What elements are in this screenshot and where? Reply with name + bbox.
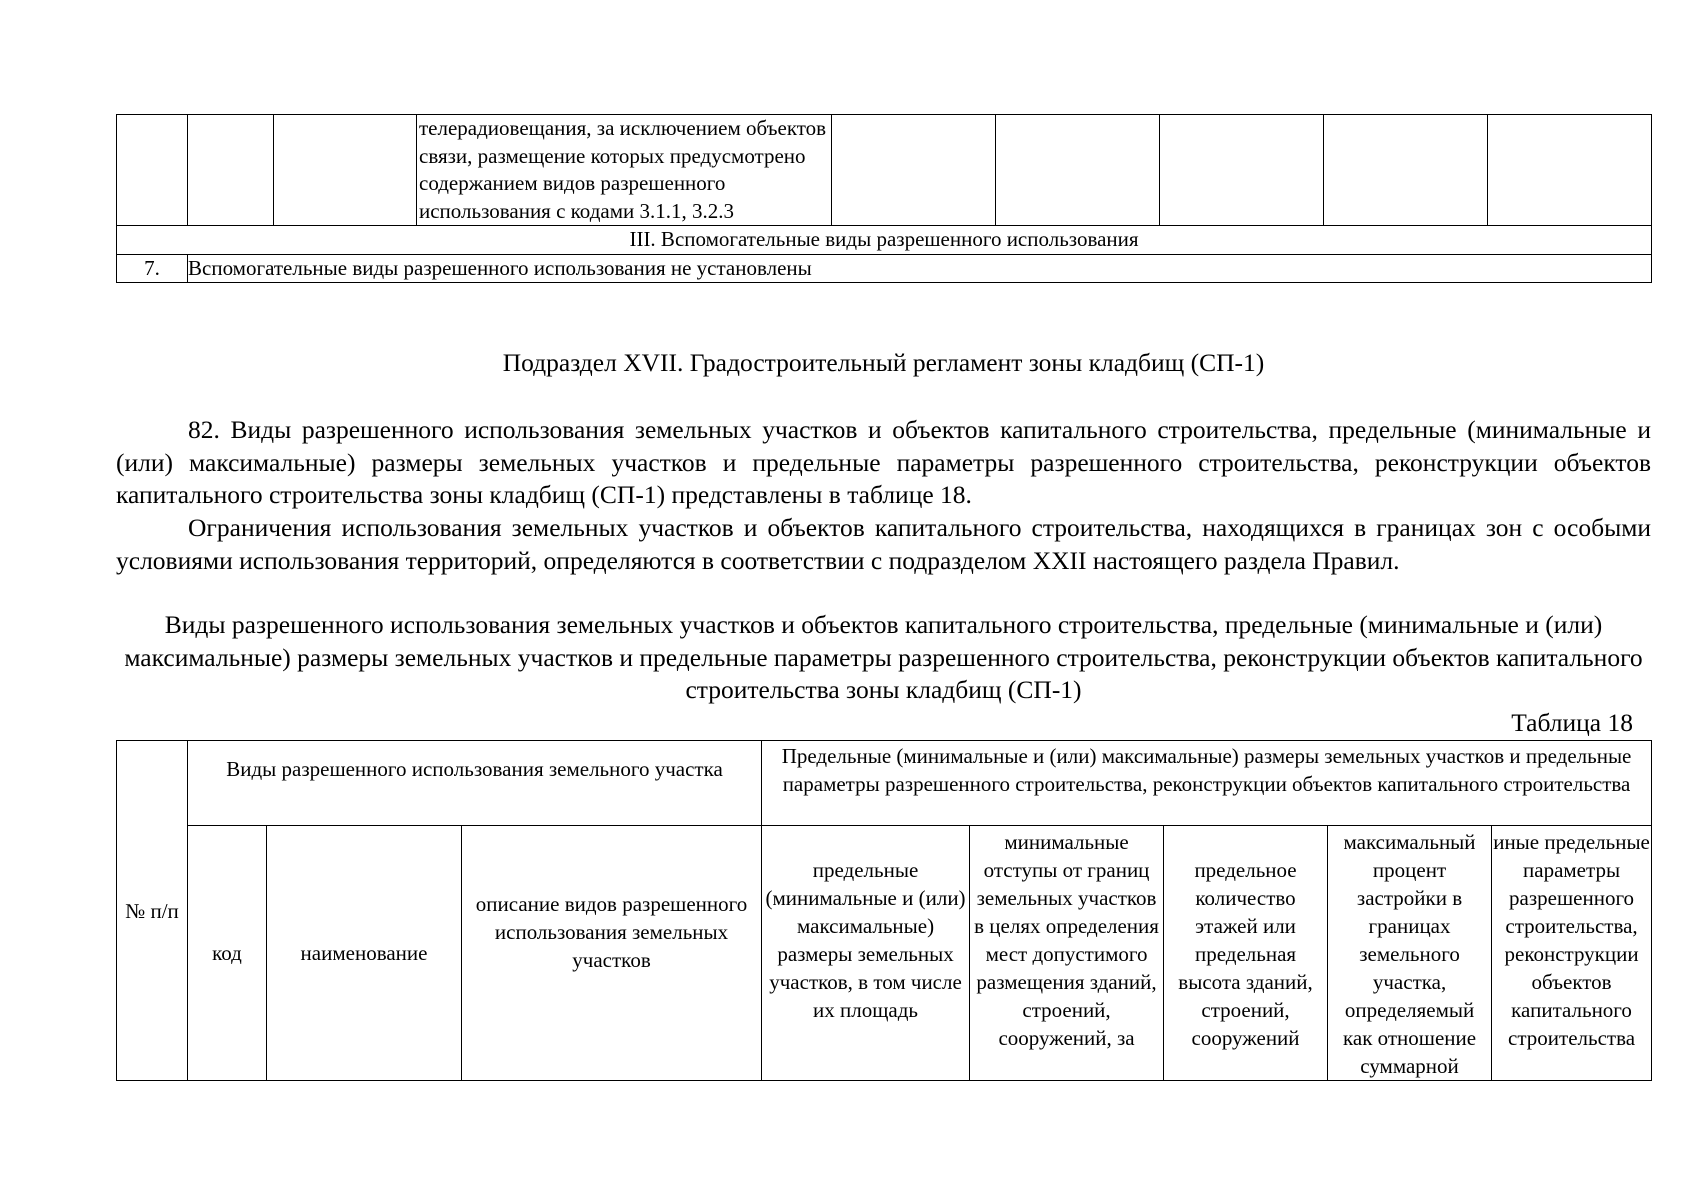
empty-cell (1324, 115, 1488, 226)
column-header-sizes: предельные (минимальные и (или) максимальные) размеры земельных участков, в том числе их площадь (762, 826, 970, 1081)
empty-cell (832, 115, 996, 226)
column-header-coverage: максимальный процент застройки в границах земельного участка, определяемый как отношение суммарной (1328, 826, 1492, 1081)
column-header-code: код (188, 826, 267, 1081)
paragraph-restrictions: Ограничения использования земельных участков и объектов капитального строительства, находящихся в границах зон с особыми условиями использования территорий, определяются в соответствии с подразделом XXII настоящего раздела Правил. (116, 513, 1651, 575)
paragraph-82: 82. Виды разрешенного использования земельных участков и объектов капитального строительства, предельные (минимальные и (или) максимальные) размеры земельных участков и предельные параметры разрешенного строительства, реконструкции объектов капитального строительства зоны кладбищ (СП-1) представлены в таблице 18. (116, 415, 1651, 509)
column-header-floors: предельное количество этажей или предельная высота зданий, строений, сооружений (1164, 826, 1328, 1081)
column-header-number: № п/п (117, 741, 188, 1081)
section-heading-row (117, 226, 1652, 255)
empty-cell (1160, 115, 1324, 226)
table-caption: Виды разрешенного использования земельных участков и объектов капитального строительства, предельные (минимальные и (или) максимальные) размеры земельных участков и предельные параметры разрешенного строительства, реконструкции объектов капитального строительства зоны кладбищ (СП-1) (124, 610, 1643, 704)
column-group-uses: Виды разрешенного использования земельного участка (188, 741, 762, 826)
empty-cell (188, 115, 274, 226)
empty-cell (996, 115, 1160, 226)
row-text: Вспомогательные виды разрешенного использования не установлены (188, 254, 1652, 283)
empty-cell (117, 115, 188, 226)
header-row-2 (117, 826, 1652, 1081)
subsection-heading: Подраздел XVII. Градостроительный регламент зоны кладбищ (СП-1) (502, 348, 1265, 377)
header-row-1 (117, 741, 1652, 826)
column-group-limits: Предельные (минимальные и (или) максимальные) размеры земельных участков и предельные параметры разрешенного строительства, реконструкции объектов капитального строительства (762, 741, 1652, 826)
empty-cell (274, 115, 417, 226)
column-header-description: описание видов разрешенного использования земельных участков (462, 826, 762, 1081)
continuation-row (117, 115, 1652, 226)
column-header-other: иные предельные параметры разрешенного строительства, реконструкции объектов капитального строительства (1492, 826, 1652, 1081)
row-7 (117, 254, 1652, 283)
empty-cell (1488, 115, 1652, 226)
row-number: 7. (117, 254, 188, 283)
continuation-table (116, 114, 1652, 283)
use-description-cell: телерадиовещания, за исключением объектов связи, размещение которых предусмотрено содержанием видов разрешенного использования с кодами 3.1.1, 3.2.3 (417, 115, 832, 226)
column-header-setbacks: минимальные отступы от границ земельных участков в целях определения мест допустимого размещения зданий, строений, сооружений, за (970, 826, 1164, 1081)
table-18 (116, 740, 1652, 1081)
table-number: Таблица 18 (1511, 708, 1633, 737)
column-header-name: наименование (267, 826, 462, 1081)
section-heading: III. Вспомогательные виды разрешенного использования (117, 226, 1652, 255)
